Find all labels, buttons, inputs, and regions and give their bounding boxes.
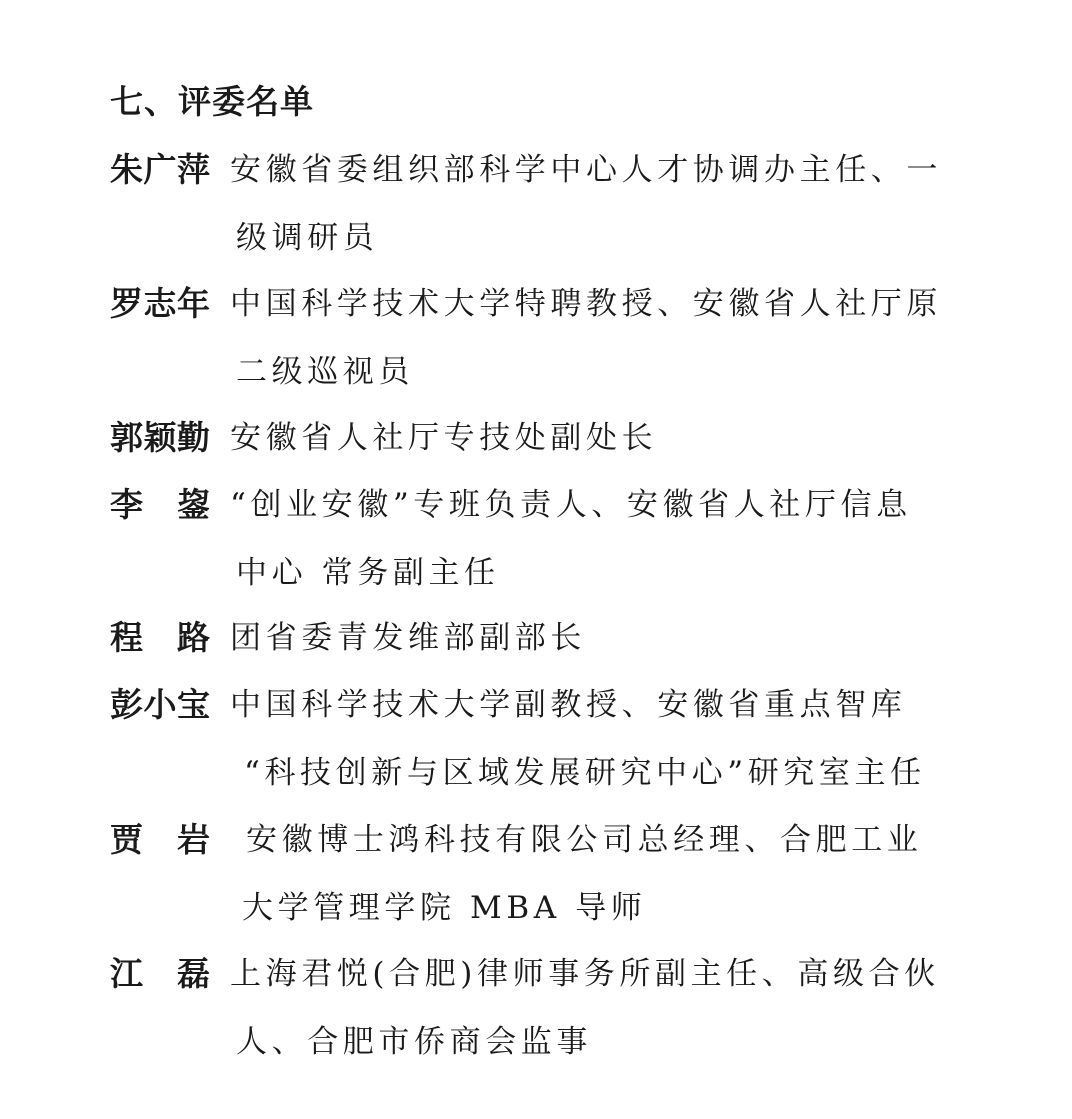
judge-title-line: 人、合肥市侨商会监事 bbox=[236, 1024, 592, 1060]
name-char: 彭 bbox=[110, 685, 143, 724]
name-char: 宝 bbox=[177, 685, 210, 724]
name-char: 广 bbox=[143, 150, 177, 189]
judge-title-line: 上海君悦(合肥)律师事务所副主任、高级合伙 bbox=[230, 956, 940, 992]
name-char: 罗 bbox=[110, 284, 143, 323]
judge-title-line: 大学管理学院 MBA 导师 bbox=[242, 890, 647, 926]
judge-title-line: 安徽省委组织部科学中心人才协调办主任、一 bbox=[230, 152, 942, 188]
judge-title bbox=[230, 280, 942, 396]
name-char: 志 bbox=[143, 284, 177, 323]
name-char: 程 bbox=[110, 618, 143, 657]
judge-name bbox=[110, 414, 210, 462]
judge-title-line: 安徽博士鸿科技有限公司总经理、合肥工业 bbox=[246, 822, 923, 858]
name-char: 磊 bbox=[177, 954, 210, 993]
judge-title bbox=[242, 816, 946, 932]
judge-name bbox=[110, 280, 210, 328]
name-char: 郭 bbox=[110, 418, 143, 457]
judge-title-line: 安徽省人社厅专技处副处长 bbox=[230, 420, 658, 456]
judge-title-line: 中国科学技术大学副教授、安徽省重点智库 bbox=[230, 687, 907, 723]
name-char: 勤 bbox=[177, 418, 210, 457]
judge-name bbox=[110, 481, 210, 529]
name-char: 鋆 bbox=[177, 485, 210, 524]
judge-title bbox=[230, 950, 940, 1066]
name-char: 朱 bbox=[110, 150, 143, 189]
judge-title bbox=[230, 481, 930, 597]
name-char: 路 bbox=[177, 618, 210, 657]
section-heading: 七、评委名单 bbox=[110, 82, 314, 121]
judge-title bbox=[230, 614, 930, 662]
name-char: 年 bbox=[177, 284, 210, 323]
judge-title-line: 级调研员 bbox=[236, 220, 379, 256]
judge-name bbox=[110, 614, 210, 662]
judge-title-line: 中心 常务副主任 bbox=[236, 555, 500, 591]
judge-title-line: 中国科学技术大学特聘教授、安徽省人社厅原 bbox=[230, 286, 942, 322]
name-char: 萍 bbox=[177, 150, 210, 189]
judge-name bbox=[110, 146, 210, 194]
name-char: 贾 bbox=[110, 820, 143, 859]
name-char: 李 bbox=[110, 485, 143, 524]
judge-name bbox=[110, 816, 210, 864]
judge-title bbox=[230, 146, 942, 262]
judge-title-line: “科技创新与区域发展研究中心”研究室主任 bbox=[244, 755, 926, 791]
name-char: 颖 bbox=[143, 418, 177, 457]
name-char: 岩 bbox=[177, 820, 210, 859]
judge-title-line: “创业安徽”专班负责人、安徽省人社厅信息 bbox=[230, 487, 912, 523]
judge-title-line: 团省委青发维部副部长 bbox=[230, 620, 586, 656]
name-char: 小 bbox=[143, 685, 177, 724]
judge-title bbox=[230, 681, 930, 797]
judge-name bbox=[110, 950, 210, 998]
judge-name bbox=[110, 681, 210, 729]
judge-title-line: 二级巡视员 bbox=[236, 354, 414, 390]
name-char: 江 bbox=[110, 954, 143, 993]
judge-title bbox=[230, 414, 930, 462]
